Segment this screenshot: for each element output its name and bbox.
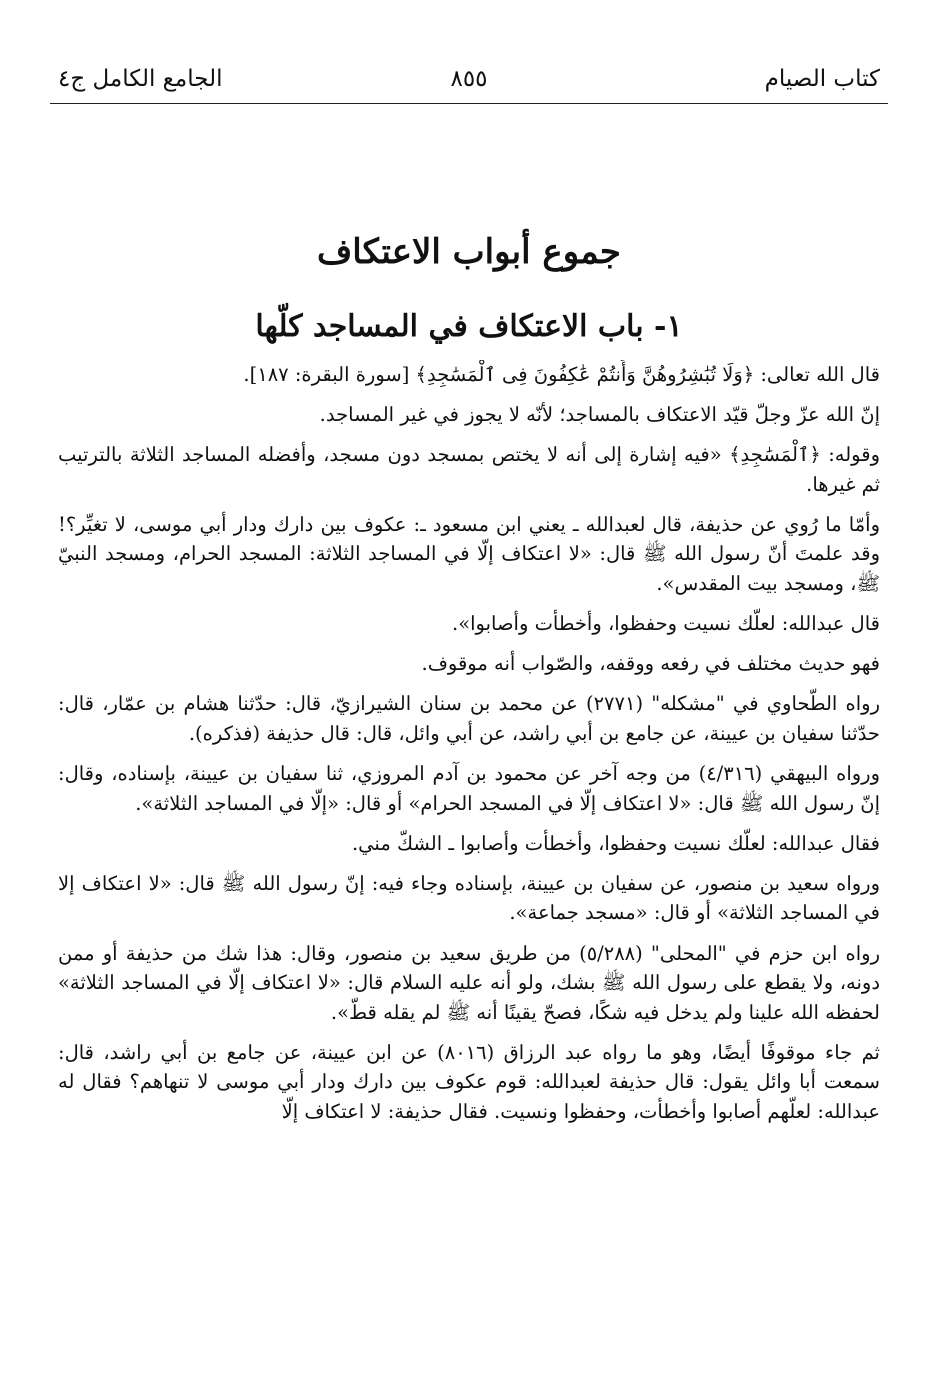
paragraph: وقوله: ﴿ٱلْمَسَٰجِدِ﴾ «فيه إشارة إلى أنه لا يختص بمسجد دون مسجد، وأفضله المساجد الثلاثة بالترتيب ثم غيرها. — [58, 443, 880, 496]
paragraph: فهو حديث مختلف في رفعه ووقفه، والصّواب أنه موقوف. — [421, 652, 880, 676]
paragraph: قال عبدالله: لعلّك نسيت وحفظوا، وأخطأت وأصابوا». — [452, 612, 880, 636]
chapter-title: ١- باب الاعتكاف في المساجد كلّها — [255, 309, 683, 344]
paragraph: إنّ الله عزّ وجلّ قيّد الاعتكاف بالمساجد؛ لأنّه لا يجوز في غير المساجد. — [319, 403, 880, 427]
running-header — [58, 62, 880, 102]
paragraph: رواه الطّحاوي في "مشكله" (٢٧٧١) عن محمد بن سنان الشيرازيّ، قال: حدّثنا هشام بن عمّار، قال: حدّثنا سفيان بن عيينة، عن جامع بن أبي راشد، عن أبي وائل، قال: قال حذيفة (فذكره). — [58, 692, 880, 745]
section-title: جموع أبواب الاعتكاف — [317, 232, 621, 272]
paragraph: ورواه البيهقي (٤/٣١٦) من وجه آخر عن محمود بن آدم المروزي، ثنا سفيان بن عيينة، بإسناده، وقال: إنّ رسول الله ﷺ قال: «لا اعتكاف إلّا في المسجد الحرام» أو قال: «إلّا في المساجد الثلاثة». — [58, 762, 880, 815]
paragraph: ورواه سعيد بن منصور، عن سفيان بن عيينة، بإسناده وجاء فيه: إنّ رسول الله ﷺ قال: «لا اعتكاف إلا في المساجد الثلاثة» أو قال: «مسجد جماعة». — [58, 871, 880, 925]
paragraph: فقال عبدالله: لعلّك نسيت وحفظوا، وأخطأت وأصابوا ـ الشكّ مني. — [351, 831, 880, 855]
paragraph: قال الله تعالى: ﴿وَلَا تُبَٰشِرُوهُنَّ وَأَنتُمْ عَٰكِفُونَ فِى ٱلْمَسَٰجِدِ﴾ [سورة البقرة: ١٨٧]. — [243, 363, 880, 386]
header-rule — [50, 103, 888, 104]
page-number: ٨٥٥ — [450, 66, 488, 92]
paragraph: وأمّا ما رُوي عن حذيفة، قال لعبدالله ـ يعني ابن مسعود ـ: عكوف بين دارك ودار أبي موسى، لا تغيِّر؟! وقد علمتَ أنّ رسول الله ﷺ قال: «لا اعتكاف إلّا في المساجد الثلاثة: المسجد الحرام، ومسجد النبيّ ﷺ، ومسجد بيت المقدس». — [58, 512, 880, 596]
book-title: كتاب الصيام — [764, 66, 880, 92]
paragraph: ثم جاء موقوفًا أيضًا، وهو ما رواه عبد الرزاق (٨٠١٦) عن ابن عيينة، عن جامع بن أبي راشد، قال: سمعت أبا وائل يقول: قال حذيفة لعبدالله: قوم عكوف بين دارك ودار أبي موسى لا تنهاهم؟ فقال له عبدالله: لعلّهم أصابوا وأخطأت، وحفظوا ونسيت. فقال حذيفة: لا اعتكاف إلّا — [58, 1040, 880, 1123]
body-text — [58, 360, 880, 1361]
series-title: الجامع الكامل ج٤ — [58, 66, 223, 92]
paragraph: رواه ابن حزم في "المحلى" (٥/٢٨٨) من طريق سعيد بن منصور، وقال: هذا شك من حذيفة أو ممن دونه، ولا يقطع على رسول الله ﷺ بشك، ولو أنه عليه السلام قال: «لا اعتكاف إلّا في المساجد الثلاثة» لحفظه الله علينا ولم يدخل فيه شكًا، فصحّ يقينًا أنه ﷺ لم يقله قطّ». — [58, 941, 880, 1024]
